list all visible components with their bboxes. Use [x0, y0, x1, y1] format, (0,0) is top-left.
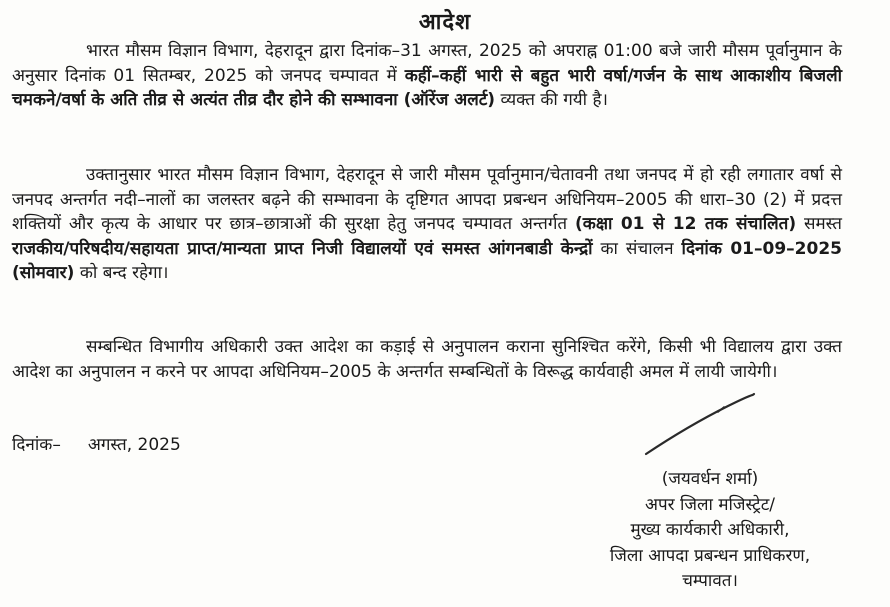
- forecast-text-end: व्यक्त की गयी है।: [495, 90, 608, 111]
- signatory-designation-1: अपर जिला मजिस्ट्रेट/: [644, 494, 775, 515]
- order-text-end: को बन्द रहेगा।: [74, 263, 169, 284]
- compliance-text: सम्बन्धित विभागीय अधिकारी उक्त आदेश का कड़ाई से अनुपालन कराना सुनिश्चित करेंगे, किसी भी विद्यालय द्वारा उक्त आदेश का अनुपालन न करने पर आपदा अधिनियम–2005 के अन्तर्गत सम्बन्धितों के विरूद्ध कार्यवाही अमल में लायी जायेगी।: [12, 337, 842, 382]
- paragraph-forecast: [12, 39, 842, 113]
- signatory-designation-2: मुख्य कार्यकारी अधिकारी,: [630, 520, 790, 540]
- forecast-text: भारत मौसम विज्ञान विभाग, देहरादून द्वारा दिनांक–31 अगस्त, 2025 को अपराह्न 01:00 बजे जारी मौसम पूर्वानुमान के अनुसार दिनांक 01 सितम्बर, 2025 को जनपद चम्पावत में: [12, 41, 842, 86]
- signature-stroke-icon: [640, 392, 760, 462]
- closure-date-text: दिनांक 01–09–2025 (सोमवार): [12, 238, 842, 284]
- signatory-name: (जयवर्धन शर्मा): [661, 469, 759, 489]
- document-title: आदेश: [418, 10, 472, 35]
- signatory-designation-3: जिला आपदा प्रबन्धन प्राधिकरण,: [609, 545, 811, 566]
- order-text-2: समस्त: [796, 214, 842, 235]
- order-text-3: का संचालन: [592, 238, 682, 259]
- class-range-text: (कक्षा 01 से 12 तक संचालित): [575, 214, 797, 235]
- paragraph-order: [12, 163, 842, 286]
- handwritten-signature: [640, 392, 760, 462]
- issue-date: दिनांक– अगस्त, 2025: [12, 435, 181, 455]
- order-text: उक्तानुसार भारत मौसम विज्ञान विभाग, देहरादून से जारी मौसम पूर्वानुमान/चेतावनी तथा जनपद में हो रही लगातार वर्षा से जनपद अन्तर्गत नदी–नालों का जलस्तर बढ़ने की सम्भावना के दृष्टिगत आपदा प्रबन्धन अधिनियम–2005 की धारा–30 (2) में प्रदत्त शक्तियों और कृत्य के आधार पर छात्र–छात्राओं की सुरक्षा हेतु जनपद चम्पावत अन्तर्गत: [12, 165, 842, 235]
- forecast-alert-text: कहीं–कहीं भारी से बहुत भारी वर्षा/गर्जन के साथ आकाशीय बिजली चमकने/वर्षा के अति तीव्र से अत्यंत तीव्र दौर होने की सम्भावना (ऑरेंज अलर्ट): [12, 65, 842, 111]
- signatory-place: चम्पावत।: [682, 571, 738, 591]
- institutions-text: राजकीय/परिषदीय/सहायता प्राप्त/मान्यता प्राप्त निजी विद्यालयों एवं समस्त आंगनबाडी केन्द्रों: [12, 238, 593, 259]
- signatory-block: [560, 467, 860, 595]
- paragraph-compliance: [12, 335, 842, 384]
